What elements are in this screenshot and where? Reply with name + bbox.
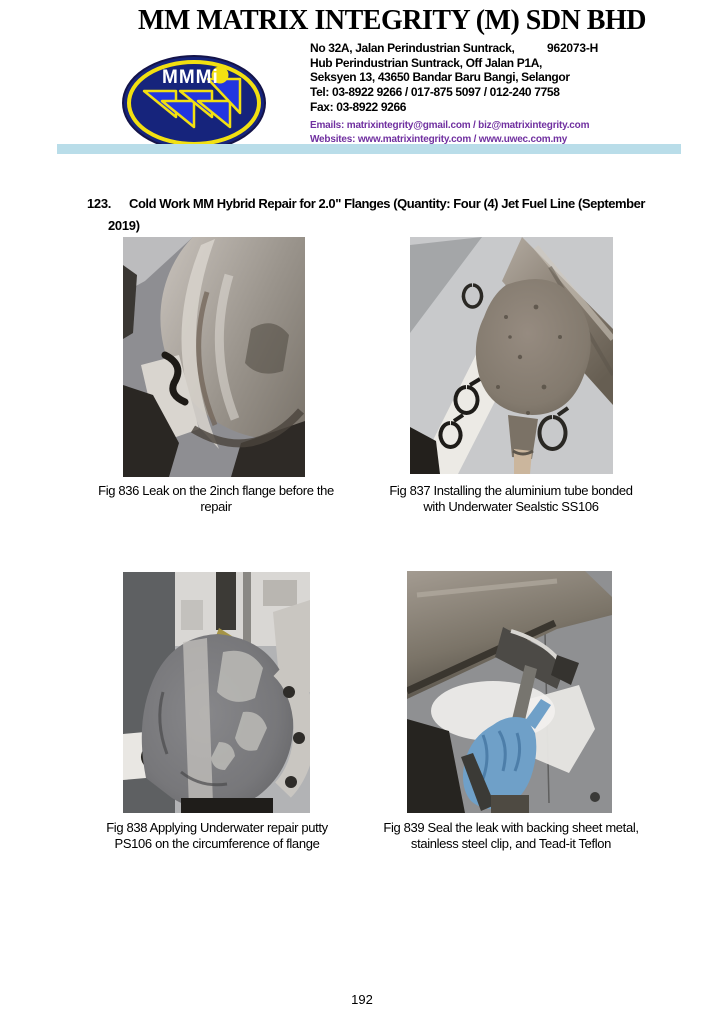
caption-line: Fig 839 Seal the leak with backing sheet metal, — [383, 820, 639, 835]
company-logo — [120, 53, 268, 153]
caption-line: PS106 on the circumference of flange — [114, 836, 320, 852]
figure-838-photo — [123, 572, 310, 813]
figure-839-photo — [407, 571, 612, 813]
caption-line: Fig 836 Leak on the 2inch flange before the — [98, 483, 334, 498]
figure-838-image — [123, 572, 310, 813]
section-title-line1: Cold Work MM Hybrid Repair for 2.0" Flanges (Quantity: Four (4) Jet Fuel Line (September — [129, 196, 645, 211]
emails-line: Emails: matrixintegrity@gmail.com / biz@matrixintegrity.com — [310, 120, 590, 131]
letterhead-divider — [57, 144, 681, 154]
company-registration-number: 962073-H — [547, 41, 599, 55]
company-contacts — [310, 119, 630, 146]
caption-line: Fig 838 Applying Underwater repair putty — [106, 820, 328, 835]
address-line: Hub Perindustrian Suntrack, Off Jalan P1A, — [310, 55, 543, 70]
figure-837-caption — [349, 483, 673, 515]
figure-839-caption — [349, 820, 673, 852]
address-line: Tel: 03-8922 9266 / 017-875 5097 / 012-240 7758 — [310, 85, 560, 100]
websites-line: Websites: www.matrixintegrity.com / www.uwec.com.my — [310, 133, 568, 145]
figure-837-photo — [410, 237, 613, 474]
figure-837-image — [410, 237, 613, 474]
figure-836-image — [123, 237, 305, 477]
caption-line: Fig 837 Installing the aluminium tube bonded — [389, 483, 633, 498]
address-line: Seksyen 13, 43650 Bandar Baru Bangi, Selangor — [310, 70, 570, 85]
logo-text: MMMi — [162, 67, 219, 88]
caption-line: repair — [200, 499, 232, 515]
figure-839-image — [407, 571, 612, 813]
company-logo-icon — [120, 53, 268, 153]
company-address — [310, 41, 570, 115]
company-name: MM MATRIX INTEGRITY (M) SDN BHD — [138, 5, 646, 36]
address-line: No 32A, Jalan Perindustrian Suntrack, — [310, 41, 515, 55]
caption-line: stainless steel clip, and Tead-it Teflon — [410, 836, 612, 852]
page-number: 192 — [351, 992, 373, 1007]
caption-line: with Underwater Sealstic SS106 — [423, 499, 599, 515]
figure-836-caption — [54, 483, 378, 515]
figure-836-photo — [123, 237, 305, 477]
section-item-number: 123. — [87, 196, 112, 211]
figure-838-caption — [55, 820, 379, 852]
address-line: Fax: 03-8922 9266 — [310, 99, 407, 114]
section-title-line2: 2019) — [108, 218, 140, 233]
